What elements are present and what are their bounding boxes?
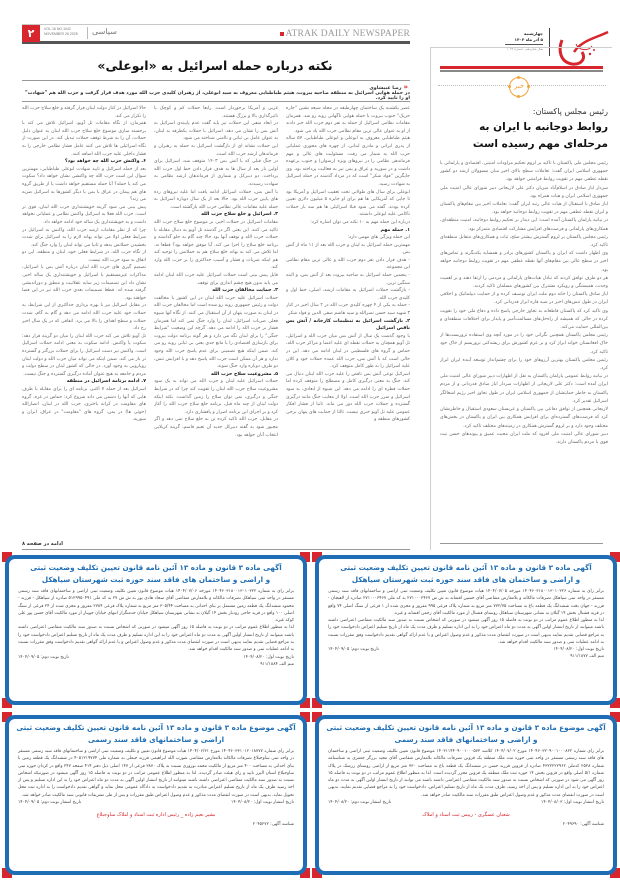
page-number: ۲ — [22, 25, 40, 42]
volume-info: VOL.16 NO.1042 NOVEMBER 26 2025 — [44, 27, 78, 36]
news-paragraph: ایاز صادق پاکستان را خانه دوم ملت ایران توصیف کرده و از حمایت دیپلماتیک و اخلاقی ایران در طول تنش‌های اخیر در شبه قاره ابراز قدردانی کرد. — [440, 292, 608, 306]
article-paragraph: بعد از حمله اسرائیل و تایید شهادت ابوعلی طباطبایی، مهمترین سوال این است حزب الله چه واکنشی نشان خواهد داد؟ سکوت می کند یا حمله؟ آیا حمله مستقیم خواهد داشت یا از طریق گروه های هم پیمان در عراق یا یمن یا دیگر کشورها به اسرائیل ضربه می زند؟ — [22, 166, 146, 203]
ad-title-line: آگهی موضوع ماده ۳ قانون و ماده ۱۳ آئین نامه قانون تعیین تکلیف وضعیت ثبتی — [326, 723, 606, 732]
article-subheading: ۳. اسرائیل و خلع سلاح حزب الله — [201, 212, 278, 218]
ad-code: میم الف ۹۱۱/۱۸۷۷ — [570, 654, 604, 660]
ad-signature: شعبان عسگری - رییس ثبت اسناد و املاک — [422, 812, 510, 819]
article-paragraph: از نگاه حزب الله، در شرایط فعلی خود، لبنان و منطقه، این دو اتفاق به سود حزب الله نیست. — [22, 250, 146, 263]
article-paragraph: - هدف قرار دادن نفر دوم حزب الله و عالی ترین مقام نظامی این مجموعه. — [286, 257, 410, 271]
ad-notice — [312, 712, 620, 878]
gray-rule — [440, 70, 603, 72]
article-end-rule — [22, 549, 410, 550]
article-column-3 — [22, 105, 146, 550]
article-paragraph: اسرائیل نوعی آتش بس ناقص را علیه حزب الله لبنان دنبال می کند. جنگ به معنی درگیری کامل و مصطلح را متوقف کرده اما حملات قطره ای را ادامه می دهد. این شیوه از ابعادی، به سود اسرائیل و ضرر حزب الله است. اولا از معایب جنگ مانند درگیری گسترده و حملات حزب الله دور می ماند. ثانیا از فشار افکار عمومی علیه تل آویو خبری نیست. ثالثا از حمایت های پنهان برخی کشورهای منطقه و — [286, 371, 410, 423]
ad-dates — [319, 646, 613, 653]
ad-paragraph: برابر رای به شماره ۱۴۰۴۶۰۳۱۸۰۰۱۳۰۱۰۳۲۲ مورخه ۱۴۰۴/۰۷/۰۶ هیات موضوع قانون تعیین تکلیف وضعیت ثبتی اراضی و ساختمانهای فاقد سند رسمی مستقر در واحد ثبتی سیاهکل تصرفات مالکانه و بلامعارض متقاضی آقای سجاد هادی پور به ش ش ۲۷ به کد ملی ۵۱۲۹۹۵۰۴۹۱ صادره از سیاهکل - فرزند - محمود ششدانگ یک قطعه زمین مشتمل بر بنای احداثی به مساحت ۳۰۵/۴۴ متر مربع به شماره پلاک فرعی ۲۷۸۴ مفروز و مجزی شده از ۲۴ فرعی از سنگ اصلی ۱۰۰ واقع در قریه حاجی رودبار بخش ۱۴ گیلان به نشانی شهرستان سیاهکل خیابان خدمتگزار انتهای خیابان جویبار از مورد مالکیت آقای حسن پور علی کوکه غیره. — [18, 589, 294, 624]
news-paragraph: رئیس مجلس پاکستان بهترین آرزوهای خود را برای چشم‌انداز توسعه آینده ایران ابراز کرد. — [440, 357, 608, 372]
news-badge: خبر — [509, 77, 529, 97]
article-column-2 — [154, 105, 278, 525]
ad-date-first: تاریخ نوبت اول: ۱۴۰۴/۰۸/۲۰ — [553, 647, 604, 653]
news-paragraph: ایاز صادق با استقبال از هیات عالی رتبه ایران گفت: تعاملات اخیر بین مقام‌های پاکستان و ایران نقطه عطفی مهم در تقویت روابط دوجانبه خواهد بود. — [440, 202, 608, 216]
continued-link[interactable]: ادامه در صفحه ۸ — [22, 541, 63, 547]
double-chevron-icon: « — [403, 83, 408, 91]
ad-date-second: تاریخ انتشار نوبت دوم: ۱۴۰۴/۰۹/۰۵ — [18, 800, 82, 806]
ad-box — [315, 555, 617, 705]
lead-rule — [22, 101, 410, 102]
ad-notice — [312, 552, 620, 708]
ad-date-second: تاریخ نوبت دوم: ۱۴۰۴/۰۹/۰۵ — [18, 654, 69, 660]
ad-notice — [2, 712, 310, 878]
ad-paragraph: برابر رای به شماره ۱۴۰۴۶۰۳۱۸۰۰۱۳۰۱۰۳۲۶ مورخه ۱۴۰۴/۰۷/۰۵ هیات موضوع قانون تعیین تکلیف وضعیت ثبتی اراضی و ساختمانهای فاقد سند رسمی مستقر در واحد ثبتی سیاهکل تصرفات مالکانه و بلامعارض متقاضی آقای حسین افشانه به ش ش ۲۷۱۰۰۰۳۴۶۷ به کد ملی ۲۷۱۰۰۰۳۴۶۷ صادره از لاهیجان - فرزند - جهان بخت ششدانگ یک قطعه باغ به مساحت ۷۷۲/۷۵ متر مربع به شماره پلاک فرعی ۹۹۵ مفروز و مجزی شده از ۱ فرعی از سنگ اصلی ۷۴ واقع در قریه فشتال بخش ۱۴ گیلان به نشانی شهرستان سیاهکل روستای فشتال از مورد مالکیت آقای رحمن افشانه و غیره. — [328, 589, 605, 616]
ad-date-first: تاریخ نوبت اول: ۱۴۰۴/۰۸/۲۰ — [243, 654, 294, 660]
news-title: روابط دوجانبه با ایران به مرحله‌ای مهم رسیده است — [472, 121, 608, 150]
ad-body — [9, 746, 303, 799]
article-paragraph: - بازگشت حملات اسرائیل به مقامات ارشد، اصلی، خط اول و کلیدی حزب الله. — [286, 288, 410, 301]
ad-title — [9, 722, 303, 746]
article-paragraph: ابوعلی برای سال های طولانی تحت تعقیب اسرائیل و آمریکا بود تا جایی که آمریکایی ها هم برای او جایزه ۵ میلیون دلاری تعیین کرده بودند. گفته می شود قبلا اسرائیلی ها هم سه بار حملات ناکامی علیه ابوعلی داشتند. — [286, 189, 410, 218]
article-column-1 — [286, 105, 410, 525]
ad-title-line: آگهی موضوع ماده ۳ قانون و ماده ۱۳ آئین نامه قانون تعیین تکلیف وضعیت ثبتی — [16, 723, 296, 732]
news-paragraph: هر دو طرف توافق کردند که تبادل هیات‌های پارلمانی و مردمی را ارتقا دهند و بر اهمیت وحدت، همبستگی و رویکرد مشترک بین کشورهای مسلمان تاکید کردند. — [440, 275, 608, 290]
news-paragraph: در بیانیه پارلمان پاکستان آمده است: این دیدار بر تحکیم روابط دوجانبه، امنیت منطقه‌ای، همکاری‌های پارلمانی و فرصت‌های افزایش مشارکت اقتصادی متمرکز بود. — [440, 218, 608, 232]
article-paragraph: مقامات اسرائیل در حملات اخیر، بر موضوع خلع سلاح حزب الله تاکید می کنند. این یعنی اگر در گذشته تل آویو به دنبال مقابله با حملات حزب الله و توقف آنها بود حالا چند گام به جلو گذاشته و برنامه خلع سلاح را اجرا می کند. آیا موفق خواهد بود؟ قطعا نه. اما تلاش می کند به بهانه خلع سلاح هم به حملاتش را توجیه کند هم اینکه ضربات و فشار و آسیب حداکثری را بر حزب الله وارد کند. — [154, 219, 278, 271]
ad-paragraph: برابر رای شماره ۱۴۰۴۶۰۳۲۰۹۰۰۱۰۰۰۸۲۲ مورخ ۱۴۰۴/۰۷/۰۲ کلاسه ۱۴۰۳۱۱۴۴۰۹۰۰۱۰۰۰۵۷۳ موضوع قانون تعیین تکلیف وضعیت ثبتی اراضی و ساختمان های فاقد سند رسمی مستقر در واحد ثبتی حوزه ثبت ملک منطقه یک قزوین تصرفات مالکانه بلامعارض متقاضی آقای مجید بزرگر جعفری به شناسنامه شماره ۲۵۲۸ کدملی ۴۳۲۲۲۲۲۹۶۲ صادره از قزوین فرزند حسن در ششدانگ یک قطعه باغ به مساحت ۷۳۰ متر مربع از اراضی روستای زرشک در پلاک شماره ۵/۱ اصلی واقع در قزوین بخش ۱۴ حوزه ثبت ملک منطقه یک قزوین محرز گردیده است. لذا به منظور اطلاع عموم مراتب در دو نوبت به فاصله ۱۵ روز آگهی می شود در صورتی که اشخاص نسبت به صدور سند مالکیت متقاضی اعتراضی داشته باشند می توانند از تاریخ انتشار اولین آگهی به مدت دو ماه اعتراض خود را به این اداره تسلیم و پس از اخذ رسید، ظرف مدت یک ماه از تاریخ تسلیم اعتراض، دادخواست خود را به مراجع قضایی تقدیم نمایند. بدیهی است در صورت انقضای مدت مذکور و عدم وصول اعتراض طبق مقررات سند مالکیت صادر خواهد شد. — [328, 749, 605, 798]
article-title: نکته درباره حمله اسرائیل به «ابوعلی» — [97, 58, 333, 73]
red-rule — [440, 66, 603, 69]
article-paragraph: حالا اسرائیل در کنار دولت لبنان قرار گرفته و خلع سلاح حزب الله را تکرار می کند. — [22, 106, 146, 119]
news-paragraph: سردار ایاز صادق در اسلام‌آباد میزبان دکتر علی لاریجانی دبیر شورای عالی امنیت ملی جمهوری اسلامی ایران و هیات همراه بود. — [440, 185, 608, 199]
article-paragraph: در جنگ قبلی که با آتش بس ۱۴۰۳ متوقف شد، اسرائیل برای اولین بار بعد از سال ها به هدف قرار دادن خط اول حزب الله پرداخت. دو دبیرکل و شماری از فرماندهان ارشد نظامی به شهادت رسیدند. — [154, 159, 278, 187]
ad-paragraph: برابر رای شماره ۱۴۰۴۶۰۳۳۱۰۱۲۰۱۸۷۷۷ مورخ ۱۴۰۴/۰۶/۳۱ هیات موضوع قانون تعیین و تکلیف وضعیت ثبتی اراضی و ساختمانهای فاقد سند رسمی مستقر در واحد ثبتی ساوجبلاغ تصرفات مالکانه بلامعارض متقاضی شورب الله ابراهیمی فرزند جبعلی به شماره ملی ۴۰۵۱۲۱۹۷۷۴ در ششدانگ یک قطعه زمین با بنای احداثی به مساحت ۴۰۰ متر مربع از مالکیت محمد نوروزی نسبت به پلاک ۳۸۷۰ فرعی از ۱۴۷ اصلی ذیل دفتر ۴۱۴ صفحه ۲۴۷ واقع در کردان حوزه ثبتی ساوجبلاغ استان البرز تایید و رای هیئت صادر گردیده. لذا به منظور اطلاع عمومی مراتب در دو نوبت به فاصله ۱۵ روز آگهی میشود در صورتیکه اشخاص نسبت به صدور سند مالکیت متقاضی اعتراضی داشته باشند میتوانند از تاریخ انتشار اولین آگهی به مدت دو ماه اعتراض خود را به این اداره تسلیم و پس از اخذ رسید ظرف یک ماه از تاریخ تسلیم اعتراض مبادرت به تقدیم دادخواست به دادگاه عمومی محل نماید و گواهی تقدیم دادخواست را به اداره ثبت محل تحویل نماید. بدیهی است در صورت انقضای مدت مذکور و عدم وصول اعتراض طبق مقررات و پس از طی تشریفات قانونی سند مالکیت صادر خواهد شد. — [18, 749, 295, 798]
ad-title — [9, 562, 303, 586]
ad-dates — [9, 654, 303, 661]
ad-code: شناسه آگهی: ۲۰۴۵۲۷۲ — [252, 822, 294, 828]
news-paragraph: وی تاکید کرد که پاکستان قاطعانه به تجاوز خارجی پاسخ داده و دفاع ملی خود را تقویت کرده در حالی که همیشه از راه‌حل‌های مسالمت‌آمیز و پایدار برای اختلافات منطقه‌ای و بین‌المللی حمایت می‌کند. — [440, 308, 608, 331]
ad-title-line: آگهی ماده ۳ قانون و ماده ۱۳ آئین نامه قانون تعیین تکلیف وضعیت ثبتی — [30, 563, 282, 572]
ad-code: شناسه آگهی: ۲۰۴۹۶۹۰ — [562, 822, 604, 828]
article-subheading: ۶. واکنش حزب الله چه خواهد بود؟ — [64, 159, 146, 165]
ad-title-line: اراضی و ساختمانهای فاقد سند رسمی — [87, 735, 225, 744]
article-paragraph: غربی و آمریکا برخوردار است. رابعا حملات کم و کوچک با تاثیرگذاری بالا و بزرگ هستند. — [154, 106, 278, 119]
article-subheading: ۱. حمله مهم — [380, 227, 410, 233]
ad-signature: بشیر نعیم زاده _ رئیس اداره ثبت اسناد و املاک ساوجبلاغ — [96, 812, 216, 819]
ad-title — [319, 562, 613, 586]
article-paragraph: هیثم طباطبایی معروف به ابوعلی و ابوعلی طباطبایی، ۵۷ ساله از پدری ایرانی و مادری لبنانی، از چهره های محوری عملیاتی حزب الله به شمار می رفت. مسئولیت های عالی و مهم فرماندهی نظامی را در نیروهای ویژه (رضوان) و جنوب برعهده داشت و در سوریه و عراق و یمن نیز به فعالیت پرداخته بود. وی جایگزین "فواد شکر" است که در مرداد گذشته در حمله اسرائیل به شهادت رسید. — [286, 136, 410, 187]
ad-body — [319, 586, 613, 646]
ad-date-second: تاریخ نوبت دوم: ۱۴۰۴/۰۹/۰۵ — [328, 647, 379, 653]
ad-dates — [319, 799, 613, 806]
ad-notice — [2, 552, 310, 708]
ad-title-line: آگهی ماده ۳ قانون و ماده ۱۳ آئین نامه قانون تعیین تکلیف وضعیت ثبتی — [340, 563, 592, 572]
article-paragraph: پیش بینی می شود گزینه خویشتنداری حزب الله لبنان، قوی تر است. حزب الله فعلا به اسرائیل واکنش نظامی و عملیاتی نخواهد داشت و به خویشتنداری یک ساله خود ادامه خواهد داد. — [22, 204, 146, 225]
article-subheading: ۲. بازگشت اسرائیل به تنظیمات کارخانه / آتش بس ناقص اسرائیل — [286, 318, 410, 332]
article-paragraph: حملات اسرائیل علیه لبنان و حزب الله می تواند به یک سود مشروعیت سلاح حزب الله لبنان را تقویت کند چرا که در شرایط جنگی و درگیری، نمی توان سلاح را زمین گذاشت. نکته اینکه دولت لبنان از چند ماه قبل، برنامه خلع سلاح حزب الله را آغاز کرد و بر اجرای این برنامه اصرار و پافشاری دارد. — [154, 379, 278, 415]
article-paragraph: با آتش بس، حملات اسرائیل ادامه یافت اما علیه نیروهای رده های پایین حزب الله بود. حالا بعد از یک سال دوباره اسرائیل به حمله علیه مقامات عالی نظامی حزب الله بازگشته است. — [154, 189, 278, 210]
ad-title-line: و اراضی و ساختمان های فاقد سند حوزه ثبت شهرستان سیاهکل — [351, 575, 581, 584]
ad-body — [9, 586, 303, 654]
news-paragraph: رئیس مجلس پاکستان همچنین نگرانی خود را در مورد آنچه وی استفاده تروریست‌ها از خاک افغانستان خواند ابراز کرد و بر عزم کشورش برای ریشه‌کنی تروریسم از خاک خود تاکید کرد. — [440, 333, 608, 355]
news-paragraph: لاریجانی همچنین از توافق دفاعی بین پاکستان و عربستان سعودی استقبال و خاطرنشان کرد که فرصت‌های گسترده‌ای برای افزایش همکاری بین ایران و پاکستان در بخش‌های مختلف وجود دارد و بر لزوم گسترش همکاری در زمینه‌های مختلف تاکید کرد. — [440, 407, 608, 429]
article-paragraph: - حمله به یکی از ۴ چهره کلیدی حزب الله در ۲ سال اخیر در کنار ۳ شهید سید حسن نصرالله و سید هاشم صفی الدین و فواد شکر — [286, 303, 410, 317]
article-paragraph: با وجود گذشت یک سال از آتش بس میان حزب الله و اسرائیل، تل آویو همچنان به حملات نقطه ای علیه اعضا و مراکز حزب الله، حماس و گروه های فلسطینی در لبنان ادامه می دهد. این در حالی است که با آتش بس، حزب الله عمده حملات خود و کلان علیه اسرائیل را به طور کامل متوقف کرد. — [286, 333, 410, 370]
article-paragraph: تل آویو تلاش می کند حزب الله لبنان را میان دو گزینه قرار دهد: سکوت یا واکنش. ادامه سکوت به معنی ادامه حملات اسرائیل است. واکنش نیز دست اسرائیل را برای حملات بزرگتر و گسترده تر باز می کند. ضمن اینکه می تواند میان حزب الله و دولت لبنان رویارویی به وجود آورد. در حالی که کشور لبنان در سطح دولت و مردم و جامعه به هیچ عنوان آماده درگیری گسترده و جنگ نیست. — [22, 333, 146, 377]
article-paragraph: این حمله ویژگی های مهمی دارد: — [347, 235, 410, 241]
ad-paragraph: لذا به منظور اطلاع عموم مراتب در دو نوبت به فاصله ۱۵ روز آگهی میشود در صورتی که اشخاص نسبت به صدور سند مالکیت متقاضی اعتراضی داشته باشند میتوانند از تاریخ انتشار اولین آگهی به مدت دو ماه اعتراض خود را به این اداره تسلیم و ظرف مدت یک ماه از تاریخ تسلیم اعتراض دادخواست خود را به مراجع قضایی تقدیم نمایند بدیهی است در صورت انقضای مدت مذکور و عدم وصول اعتراض و یا عدم ارائه گواهی تقدیم دادخواست وفق مقررات نسبت به ادامه عملیات ثبتی و صدور سند مالکیت اقدام خواهد شد. — [328, 618, 604, 646]
ad-box — [5, 555, 307, 705]
ad-paragraph: لذا به منظور اطلاع عموم مراتب در دو نوبت به فاصله ۱۵ روز آگهی میشود در صورتی که اشخاص نسبت به صدور سند مالکیت متقاضی اعتراضی داشته باشند میتوانند از تاریخ انتشار اولین آگهی به مدت دو ماه اعتراض خود را به این اداره تسلیم و ظرف مدت یک ماه از تاریخ تسلیم اعتراض دادخواست خود را به مراجع قضایی تقدیم نمایند بدیهی است در صورت انقضای مدت مذکور و عدم وصول اعتراض و یا عدم ارائه گواهی تقدیم دادخواست وفق مقررات نسبت به ادامه عملیات ثبتی و صدور سند مالکیت اقدام خواهد شد. — [18, 625, 294, 653]
article-paragraph: در مقابل، حزب الله تاکید کرده تن به خلع سلاح نمی دهد و اگر مجبور شود به گفته دبیرکل جدید آن نعیم قاسم، گزینه کربلایی انتخاب آنان خواهد بود. — [154, 417, 278, 438]
ad-title — [319, 722, 613, 746]
ad-title-line: و اراضی و ساختمان های فاقد سند حوزه ثبت شهرستان سیاهکل — [41, 575, 271, 584]
ad-date-first: تاریخ انتشار نوبت اول: ۱۴۰۴/۰۸/۲۰ — [231, 800, 294, 806]
section-label: سیاسی — [92, 27, 117, 36]
red-square-icon — [280, 32, 284, 36]
news-paragraph: رئیس مجلس پاکستان بر لزوم گسترش بیشتر صلح، ثبات و همکاری‌های متقابل منطقه‌ای تاکید کرد. — [440, 234, 608, 249]
article-paragraph: در ابعاد منفی این حملات نیز باید گفت عدم پایبندی اسرائیل به آتش بس را نشان می دهد. اسرائیل با حملات یکطرفه به لبنان، به عنوان عامل بی ثباتی و ناامنی شناخته می شود. — [154, 121, 278, 142]
news-paragraph: دبیر شورای عالی امنیت ملی افزود که ملت ایران محبت عمیق و پیوندهای حسن نیت قوی با مردم پاکستان دارند. — [440, 431, 608, 445]
article-subheading: ۵. مشروعیت سلاح حزب الله — [211, 371, 278, 377]
article-paragraph: تصمیم گیری های حزب الله لبنان درباره آتش بس با اسرائیل، مذاکرات غیرمستقیم با اسرائیل و خویشتنداری یک ساله اخیر، نشان داد این تصمیمات زیر سایه عقلانیت و منطق و دوراندیشی گرفته شده اند. قطعا تصمیمات بعدی حزب الله نیز در این فضا خواهند بود. — [22, 265, 146, 301]
title-rule — [22, 80, 410, 81]
ad-title-line: و اراضی و ساختمانهای فاقد سند رسمی — [394, 735, 538, 744]
article-paragraph: درباره این حمله مهم به ۱۰ نکته می توان اشاره کرد: — [310, 219, 410, 225]
article-paragraph: این حملات نشانه ای از بازگشت اسرائیل به حمله به رهبران و فرماندهان ارشد حزب الله است. — [154, 143, 278, 157]
news-paragraph: رئیس مجلس ملی پاکستان با تاکید بر لزوم تحکیم مراودات امنیتی، اقتصادی و پارلمانی با جمهوری اسلامی ایران گفت: تعاملات سطح بالای اخیر میان مسوولان ارشد دو کشور نقطه عطفی مهم در تقویت روابط فرامتنی خواهد بود. — [440, 161, 608, 183]
article-paragraph: در مقابل اسرائیل نیز با بهره برداری حداکثری از این شرایط، به حملات خود علیه حزب الله ادامه می دهد و گام به گام، شدت حملات و سطح اهداف را بالا می برد. اتفاقی که در یک سال اخیر رخ داد. — [22, 303, 146, 332]
page-header-bar — [22, 41, 410, 44]
news-end-rule — [440, 543, 603, 544]
news-kicker: رئیس مجلس پاکستان: — [532, 107, 608, 116]
news-paragraph: وی اظهار داشت که ایران و پاکستان کشورهای برادر و همسایه یکدیگرند و تماس‌های اخیر در سطح عالی بین مقام‌های آنها نقطه عطفی مهم در تقویت روابط دوجانبه خواهد بود. — [440, 251, 608, 273]
article-paragraph: قابل پیش بینی است حملات اسرائیل علیه حزب الله لبنان ادامه می یابد بدون هیچ چشم اندازی برای توقف. — [154, 273, 278, 286]
article-paragraph: عصر یکشنبه یک ساختمان چهارطبقه در محله شیعه نشین "حاره حریک" جنوب بیروت با حمله هوایی ناگهانی روبه رو شد. همزمان مقامات نظامی اسرائیل از حمله به نفر دوم حزب الله خبر دادند از او به عنوان عالی ترین مقام نظامی حزب الله یاد می شود. — [286, 106, 410, 134]
article-paragraph: - پنجمین حمله اسرائیل به ضاحیه بیروت بعد از آتش بس، و البته سنگین ترین. — [286, 273, 410, 286]
ad-code: میم الف ۹۱۱/۱۸۸۴ — [260, 661, 294, 667]
ad-box — [315, 715, 617, 875]
article-subheading: ۴. حمایت مخالفان حزب الله — [212, 288, 278, 294]
article-paragraph: اسرائیل بعد از حمله ۷ اکتبر، برنامه ای را برای مقابله با طرف هایی که آنها را دشمن می داند شروع کرد: حماس در غزه، گروه های مقاومت در کرانه باختری، حزب الله در لبنان، انصارالله (حوثی ها) در یمن، گروه های "مقاومت" در عراق، ایران و سوریه. — [22, 386, 146, 423]
ad-dates — [9, 799, 303, 806]
article-lead: در حمله هوایی اسرائیل به منطقه ضاحیه بیروت، هیثم طباطبایی معروف به سید ابوعلی، از رهبران کلیدی حزب الله مورد هدف قرار گرفت و حزب الله هم "شهادت" او را تایید کرد. — [25, 91, 410, 101]
article-paragraph: حملات اسرائیل علیه حزب الله لبنان در این کشور با مخالفت دولت و رئیس جمهوری روبه رو شده است اما مخالفان حزب الله در لبنان به صورت پنهان از آن استقبال می کنند. از نگاه آنها شیوه فعلی ضربات اسرائیل، لبنان را وارد جنگ نمی کند اما همزمان فشار بر حزب الله را ادامه می دهد. گرچه این وضعیت "شرایط جنگی" را برای لبنان نگه می دارد و هر گونه برنامه دولت بیروت برای بازسازی اقتصادی را با مانع جدی یعنی بی ثباتی روبه رو می کند. ضمن اینکه هیچ تضمینی برای عدم پاسخ حزب الله وجود ندارد و هر آن ممکن است حزب الله پاسخ دهد و با افزایش تنش، دو طرف دوباره وارد جنگ شوند. — [154, 295, 278, 370]
masthead-date: چهارشنبه ۵ آذر ماه ۱۴۰۴ سال شانزدهم - شماره ۱۰۴۲ — [505, 31, 543, 52]
news-body — [440, 160, 608, 540]
ad-date-second: تاریخ انتشار نوبت دوم: ۱۴۰۴/۰۸/۲۰ — [328, 800, 392, 806]
ad-body — [319, 746, 613, 799]
article-paragraph: مهمترین حمله اسرائیل به لبنان و حزب الله بعد از ۱۱ ماه از آتش بس. — [286, 242, 410, 256]
article-paragraph: همزمان، از نگاه مقامات تل آویو، اسرائیل تلاش می کند با برجسته سازی موضوع خلع سلاح حزب الله لبنان به عنوان دلیل حملات، آن را به شرط توقف حملات تبدیل کند. در این صورت از نگاه اسرائیلی ها تلاش می کنند عامل فشار نظامی خارجی را به فشار داخلی علیه حزب الله اضافه کنند. — [22, 121, 146, 157]
article-subheading: ۷. ادامه برنامه اسرائیل در منطقه — [66, 379, 146, 385]
paper-name: ATRAK DAILY NEWSPAPER — [280, 29, 410, 39]
ad-date-first: تاریخ انتشار نوبت اول: ۱۴۰۴/۰۸/۰۳ — [541, 800, 604, 806]
author-byline: «رضا غبیشاوی — [369, 83, 408, 91]
ad-box — [5, 715, 307, 875]
article-paragraph: چرا که از نظر مقامات ارشد حزب الله، واکنش به اسرائیل در شرایط فعلی اولا می تواند بهانه لازم را به اسرائیل برای شدت بخشیدن حملاتش بدهد و ثانیا می تواند لبنان را وارد جنگ کند. — [22, 227, 146, 248]
news-paragraph: در بیانیه روابط عمومی پارلمان پاکستان به نقل از اظهارات دبیر شورای عالی امنیت ملی ایران آمده است: دکتر علی لاریجانی از اظهارات سردار ایاز صادق قدردانی و از مردم پاکستان به خاطر حمایتشان از جمهوری اسلامی ایران در طول تجاوز اخیر رژیم اشغالگر اسرائیل تقدیر کرد. — [440, 374, 608, 404]
header-divider — [87, 27, 88, 39]
